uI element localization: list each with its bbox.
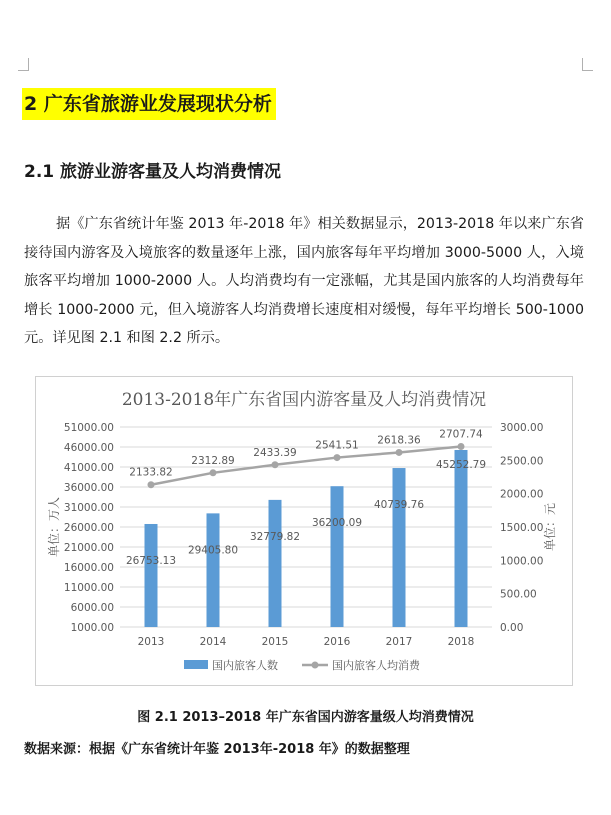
- line-data-label: 2707.74: [439, 428, 483, 441]
- line-data-labels: [129, 428, 483, 478]
- combo-chart: [36, 377, 572, 685]
- right-tick-label: 1500.00: [500, 522, 544, 534]
- body-paragraph-text: 据《广东省统计年鉴 2013 年-2018 年》相关数据显示，2013-2018 年以来广东省接待国内游客及入境旅客的数量逐年上涨，国内旅客每年平均增加 3000-5000 人，入境旅客平均增加 1000-2000 人。人均消费均有一定涨幅，尤其是国内旅客的人均消费每年增长 1000-2000 元，但入境游客人均消费增长速度相对缓慢，每年平均增长 500-1000 元。详见图 2.1 和图 2.2 所示。: [24, 216, 584, 346]
- right-tick-label: 2500.00: [500, 455, 544, 468]
- bar-data-label: 29405.80: [187, 544, 239, 557]
- bar-data-label: 36200.09: [311, 517, 363, 530]
- left-tick-label: 41000.00: [63, 462, 114, 474]
- left-tick-label: 26000.00: [63, 522, 114, 534]
- x-axis-ticks: [138, 636, 475, 648]
- line-data-label: 2433.39: [253, 446, 297, 459]
- bar-data-label: 45252.79: [435, 458, 487, 471]
- chart-container: [35, 376, 573, 686]
- subsection-heading: 2.1 旅游业游客量及人均消费情况: [24, 162, 282, 182]
- left-axis-ticks: [64, 422, 114, 634]
- x-tick-label: 2018: [447, 636, 475, 648]
- left-tick-label: 11000.00: [63, 582, 114, 594]
- line-point: [334, 454, 341, 461]
- figure-caption: 图 2.1 2013–2018 年广东省国内游客量级人均消费情况: [137, 710, 474, 725]
- bar: [455, 450, 468, 627]
- line-data-label: 2312.89: [191, 454, 235, 467]
- left-tick-label: 6000.00: [70, 602, 114, 614]
- legend-line-label: 国内旅客人均消费: [332, 659, 420, 672]
- page-corner-mark-left: [18, 58, 29, 71]
- legend-line-marker: [312, 662, 319, 669]
- left-tick-label: 1000.00: [70, 622, 114, 634]
- legend-bar-label: 国内旅客人数: [212, 659, 278, 672]
- x-tick-label: 2016: [323, 636, 351, 648]
- bar: [331, 486, 344, 627]
- page-corner-mark-right: [582, 58, 593, 71]
- data-source-note: 数据来源：根据《广东省统计年鉴 2013年-2018 年》的数据整理: [24, 742, 410, 757]
- right-tick-label: 2000.00: [500, 488, 544, 501]
- legend-bar-swatch: [184, 660, 208, 669]
- left-tick-label: 46000.00: [63, 442, 114, 454]
- line-point: [210, 469, 217, 476]
- left-tick-label: 51000.00: [63, 422, 114, 434]
- left-axis-label: 单位：万人: [47, 496, 61, 558]
- left-tick-label: 16000.00: [63, 562, 114, 574]
- left-tick-label: 31000.00: [63, 502, 114, 514]
- line-point: [272, 461, 279, 468]
- right-tick-label: 500.00: [500, 588, 537, 601]
- bar-data-labels: [126, 459, 486, 567]
- right-tick-label: 1000.00: [500, 555, 544, 568]
- gridlines: [120, 427, 492, 627]
- chart-legend: [184, 658, 421, 672]
- x-tick-label: 2015: [261, 636, 289, 648]
- right-axis-label: 单位：元: [543, 502, 557, 552]
- section-heading: 2 广东省旅游业发展现状分析: [22, 88, 276, 120]
- bar: [145, 524, 158, 627]
- right-axis-ticks: [500, 422, 543, 634]
- right-tick-label: 0.00: [500, 622, 524, 634]
- body-paragraph: [24, 210, 584, 353]
- bar: [269, 500, 282, 627]
- bar-data-label: 32779.82: [249, 530, 301, 543]
- bar-data-label: 26753.13: [125, 554, 177, 567]
- x-tick-label: 2014: [199, 636, 227, 648]
- left-tick-label: 21000.00: [63, 542, 114, 554]
- right-tick-label: 3000.00: [500, 422, 544, 434]
- line-point: [148, 481, 155, 488]
- x-tick-label: 2013: [137, 636, 165, 648]
- x-tick-label: 2017: [385, 636, 413, 648]
- bar: [207, 513, 220, 627]
- left-tick-label: 36000.00: [63, 482, 114, 494]
- chart-title: 2013-2018年广东省国内游客量及人均消费情况: [121, 390, 487, 410]
- line-data-label: 2618.36: [377, 434, 421, 447]
- line-point: [396, 449, 403, 456]
- line-data-label: 2541.51: [315, 439, 359, 452]
- bar-data-label: 40739.76: [373, 499, 425, 512]
- line-data-label: 2133.82: [129, 466, 173, 479]
- line-point: [458, 443, 465, 450]
- bar: [393, 468, 406, 627]
